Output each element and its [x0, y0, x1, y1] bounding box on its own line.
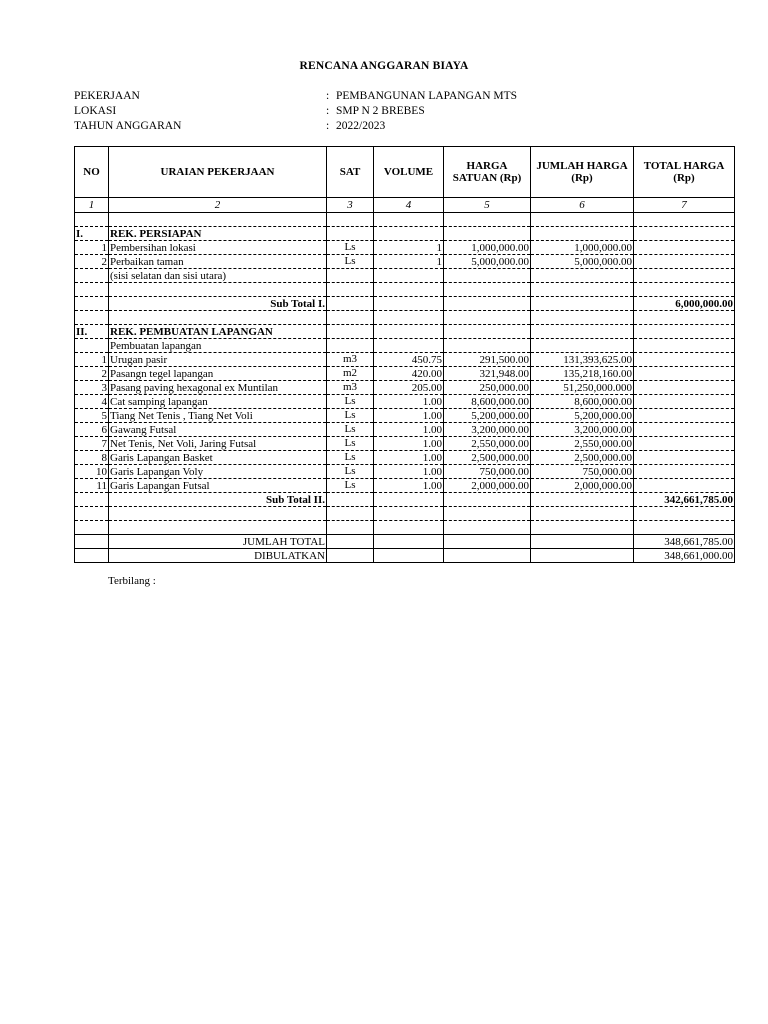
item-sat: Ls — [327, 451, 374, 465]
item-uraian: Pasangn tegel lapangan — [109, 367, 327, 381]
section-title: REK. PEMBUATAN LAPANGAN — [109, 325, 327, 339]
item-jumlah: 135,218,160.00 — [531, 367, 634, 381]
item-harga: 1,000,000.00 — [444, 241, 531, 255]
subsection-title: Pembuatan lapangan — [109, 339, 327, 353]
document-title: RENCANA ANGGARAN BIAYA — [299, 60, 469, 72]
item-uraian: Pasang paving hexagonal ex Muntilan — [109, 381, 327, 395]
item-sat: Ls — [327, 241, 374, 255]
meta-value: 2022/2023 — [336, 120, 386, 132]
section-row — [75, 325, 735, 339]
project-info — [74, 89, 674, 134]
item-jumlah: 51,250,000.000 — [531, 381, 634, 395]
item-harga: 5,000,000.00 — [444, 255, 531, 269]
item-sat: Ls — [327, 479, 374, 493]
item-jumlah: 2,500,000.00 — [531, 451, 634, 465]
item-harga: 2,500,000.00 — [444, 451, 531, 465]
section-number: II. — [75, 325, 109, 339]
item-uraian: Urugan pasir — [109, 353, 327, 367]
item-volume: 1.00 — [374, 395, 444, 409]
subtotal-row — [75, 297, 735, 311]
table-row — [75, 367, 735, 381]
item-volume: 1.00 — [374, 465, 444, 479]
budget-table — [74, 146, 735, 563]
item-no: 11 — [75, 479, 109, 493]
subtotal-value: 6,000,000.00 — [634, 297, 735, 311]
meta-row-pekerjaan — [74, 89, 674, 104]
item-harga: 2,550,000.00 — [444, 437, 531, 451]
item-note: (sisi selatan dan sisi utara) — [109, 269, 327, 283]
table-row — [75, 241, 735, 255]
table-row — [75, 381, 735, 395]
item-harga: 291,500.00 — [444, 353, 531, 367]
section-row — [75, 227, 735, 241]
section-title: REK. PERSIAPAN — [109, 227, 327, 241]
subtotal-row — [75, 493, 735, 507]
meta-row-lokasi — [74, 104, 674, 119]
spacer-row — [75, 507, 735, 521]
item-jumlah: 3,200,000.00 — [531, 423, 634, 437]
col-number: 3 — [327, 198, 374, 213]
col-number: 2 — [109, 198, 327, 213]
item-jumlah: 8,600,000.00 — [531, 395, 634, 409]
item-harga: 2,000,000.00 — [444, 479, 531, 493]
item-sat: Ls — [327, 465, 374, 479]
col-number: 1 — [75, 198, 109, 213]
col-number: 7 — [634, 198, 735, 213]
item-uraian: Perbaikan taman — [109, 255, 327, 269]
col-number: 6 — [531, 198, 634, 213]
item-jumlah: 5,000,000.00 — [531, 255, 634, 269]
item-no: 1 — [75, 241, 109, 255]
dibulatkan-value: 348,661,000.00 — [634, 549, 735, 563]
header-sat: SAT — [327, 147, 374, 198]
item-no: 2 — [75, 367, 109, 381]
item-uraian: Tiang Net Tenis , Tiang Net Voli — [109, 409, 327, 423]
item-no: 7 — [75, 437, 109, 451]
table-row — [75, 353, 735, 367]
meta-colon: : — [326, 105, 330, 117]
item-volume: 1.00 — [374, 409, 444, 423]
item-sat: Ls — [327, 255, 374, 269]
item-harga: 3,200,000.00 — [444, 423, 531, 437]
item-no: 1 — [75, 353, 109, 367]
item-harga: 321,948.00 — [444, 367, 531, 381]
jumlah-total-row — [75, 535, 735, 549]
item-sat: Ls — [327, 437, 374, 451]
meta-colon: : — [326, 120, 330, 132]
item-jumlah: 1,000,000.00 — [531, 241, 634, 255]
subtotal-label: Sub Total I. — [109, 297, 327, 311]
item-sat: m2 — [327, 367, 374, 381]
item-uraian: Garis Lapangan Basket — [109, 451, 327, 465]
meta-label: LOKASI — [74, 105, 117, 117]
item-volume: 450.75 — [374, 353, 444, 367]
table-row — [75, 395, 735, 409]
table-row — [75, 451, 735, 465]
col-number: 5 — [444, 198, 531, 213]
dibulatkan-label: DIBULATKAN — [109, 549, 327, 563]
item-harga: 750,000.00 — [444, 465, 531, 479]
subsection-row — [75, 339, 735, 353]
meta-value: PEMBANGUNAN LAPANGAN MTS — [336, 90, 518, 102]
spacer-row — [75, 283, 735, 297]
table-row — [75, 423, 735, 437]
item-uraian: Garis Lapangan Voly — [109, 465, 327, 479]
item-volume: 1.00 — [374, 451, 444, 465]
item-sat: Ls — [327, 409, 374, 423]
item-uraian: Pembersihan lokasi — [109, 241, 327, 255]
header-harga-satuan: HARGA SATUAN (Rp) — [444, 147, 531, 198]
header-uraian: URAIAN PEKERJAAN — [109, 147, 327, 198]
table-header-row — [75, 147, 735, 198]
item-volume: 1 — [374, 255, 444, 269]
spacer-row — [75, 213, 735, 227]
meta-row-tahun-anggaran — [74, 119, 674, 134]
item-sat: Ls — [327, 423, 374, 437]
spacer-row — [75, 521, 735, 535]
item-volume: 1.00 — [374, 479, 444, 493]
item-harga: 5,200,000.00 — [444, 409, 531, 423]
meta-colon: : — [326, 90, 330, 102]
header-total-harga: TOTAL HARGA (Rp) — [634, 147, 735, 198]
item-no: 6 — [75, 423, 109, 437]
subtotal-label: Sub Total II. — [109, 493, 327, 507]
item-no: 8 — [75, 451, 109, 465]
table-row — [75, 437, 735, 451]
item-uraian: Cat samping lapangan — [109, 395, 327, 409]
item-no: 4 — [75, 395, 109, 409]
item-sat: m3 — [327, 353, 374, 367]
item-jumlah: 2,550,000.00 — [531, 437, 634, 451]
item-uraian: Garis Lapangan Futsal — [109, 479, 327, 493]
header-jumlah-harga: JUMLAH HARGA (Rp) — [531, 147, 634, 198]
item-no: 2 — [75, 255, 109, 269]
col-number: 4 — [374, 198, 444, 213]
table-row — [75, 409, 735, 423]
note-row — [75, 269, 735, 283]
meta-label: TAHUN ANGGARAN — [74, 120, 182, 132]
spacer-row — [75, 311, 735, 325]
item-volume: 1 — [374, 241, 444, 255]
item-jumlah: 2,000,000.00 — [531, 479, 634, 493]
subtotal-value: 342,661,785.00 — [634, 493, 735, 507]
item-jumlah: 131,393,625.00 — [531, 353, 634, 367]
item-harga: 8,600,000.00 — [444, 395, 531, 409]
meta-value: SMP N 2 BREBES — [336, 105, 425, 117]
section-number: I. — [75, 227, 109, 241]
item-volume: 1.00 — [374, 437, 444, 451]
item-jumlah: 5,200,000.00 — [531, 409, 634, 423]
table-row — [75, 479, 735, 493]
item-jumlah: 750,000.00 — [531, 465, 634, 479]
item-sat: m3 — [327, 381, 374, 395]
item-volume: 420.00 — [374, 367, 444, 381]
item-volume: 1.00 — [374, 423, 444, 437]
dibulatkan-row — [75, 549, 735, 563]
header-no: NO — [75, 147, 109, 198]
item-sat: Ls — [327, 395, 374, 409]
jumlah-total-value: 348,661,785.00 — [634, 535, 735, 549]
item-no: 10 — [75, 465, 109, 479]
column-number-row — [75, 198, 735, 213]
terbilang-label: Terbilang : — [108, 575, 156, 587]
item-uraian: Gawang Futsal — [109, 423, 327, 437]
header-volume: VOLUME — [374, 147, 444, 198]
table-row — [75, 465, 735, 479]
item-uraian: Net Tenis, Net Voli, Jaring Futsal — [109, 437, 327, 451]
item-harga: 250,000.00 — [444, 381, 531, 395]
meta-label: PEKERJAAN — [74, 90, 140, 102]
table-row — [75, 255, 735, 269]
item-volume: 205.00 — [374, 381, 444, 395]
item-no: 5 — [75, 409, 109, 423]
item-no: 3 — [75, 381, 109, 395]
jumlah-total-label: JUMLAH TOTAL — [109, 535, 327, 549]
